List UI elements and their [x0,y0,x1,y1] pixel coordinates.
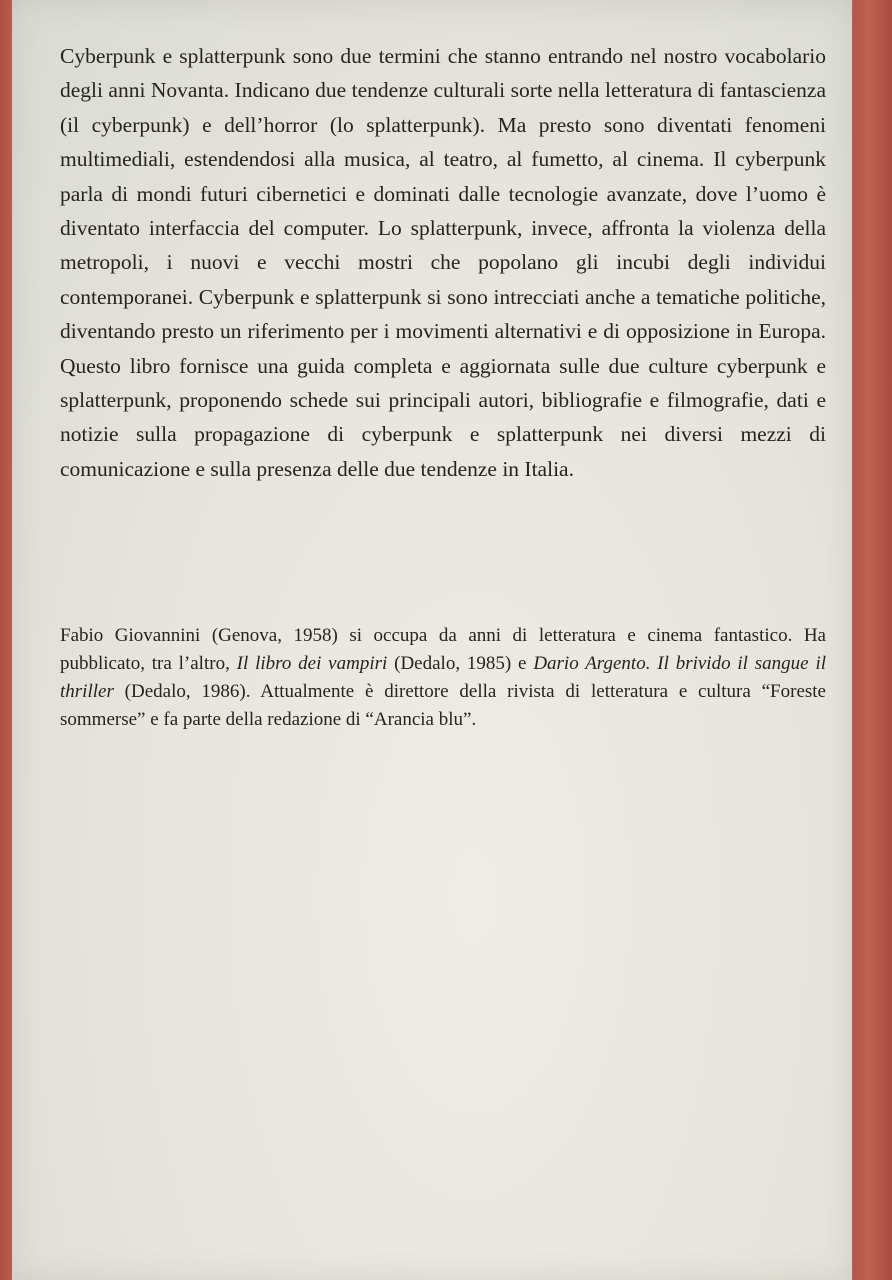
book-title-dario-argento: Dario Argento. Il brivido il sangue il thriller [60,653,826,702]
book-title-vampiri: Il libro dei vampiri [236,653,388,674]
text-panel [12,0,852,1280]
author-bio-end: (Dedalo, 1986). Attualmente è direttore della rivista di letteratura e cultura “Foreste sommerse” e fa parte della redazione di “Arancia blu”. [60,681,826,730]
author-bio [60,622,826,734]
cover-left-edge [0,0,12,1280]
author-bio-intro: Fabio Giovannini (Genova, 1958) si occupa da anni di letteratura e cinema fantastico. Ha pubblicato, tra l’altro, [60,625,826,674]
cover-right-edge [854,0,892,1280]
book-blurb: Cyberpunk e splatterpunk sono due termini che stanno entrando nel nostro vocabolario degli anni Novanta. Indicano due tendenze culturali sorte nella letteratura di fantascienza (il cyberpunk) e dell’horror (lo splatterpunk). Ma presto sono diventati fenomeni multimediali, estendendosi alla musica, al teatro, al fumetto, al cinema. Il cyberpunk parla di mondi futuri cibernetici e dominati dalle tecnologie avanzate, dove l’uomo è diventato interfaccia del computer. Lo splatterpunk, invece, affronta la violenza della metropoli, i nuovi e vecchi mostri che popolano gli incubi degli individui contemporanei. Cyberpunk e splatterpunk si sono intrecciati anche a tematiche politiche, diventando presto un riferimento per i movimenti alternativi e di opposizione in Europa. Questo libro fornisce una guida completa e aggiornata sulle due culture cyberpunk e splatterpunk, proponendo schede sui principali autori, bibliografie e filmografie, dati e notizie sulla propagazione di cyberpunk e splatterpunk nei diversi mezzi di comunicazione e sulla presenza delle due tendenze in Italia. [60,44,826,481]
author-bio-middle: (Dedalo, 1985) e [387,653,534,674]
